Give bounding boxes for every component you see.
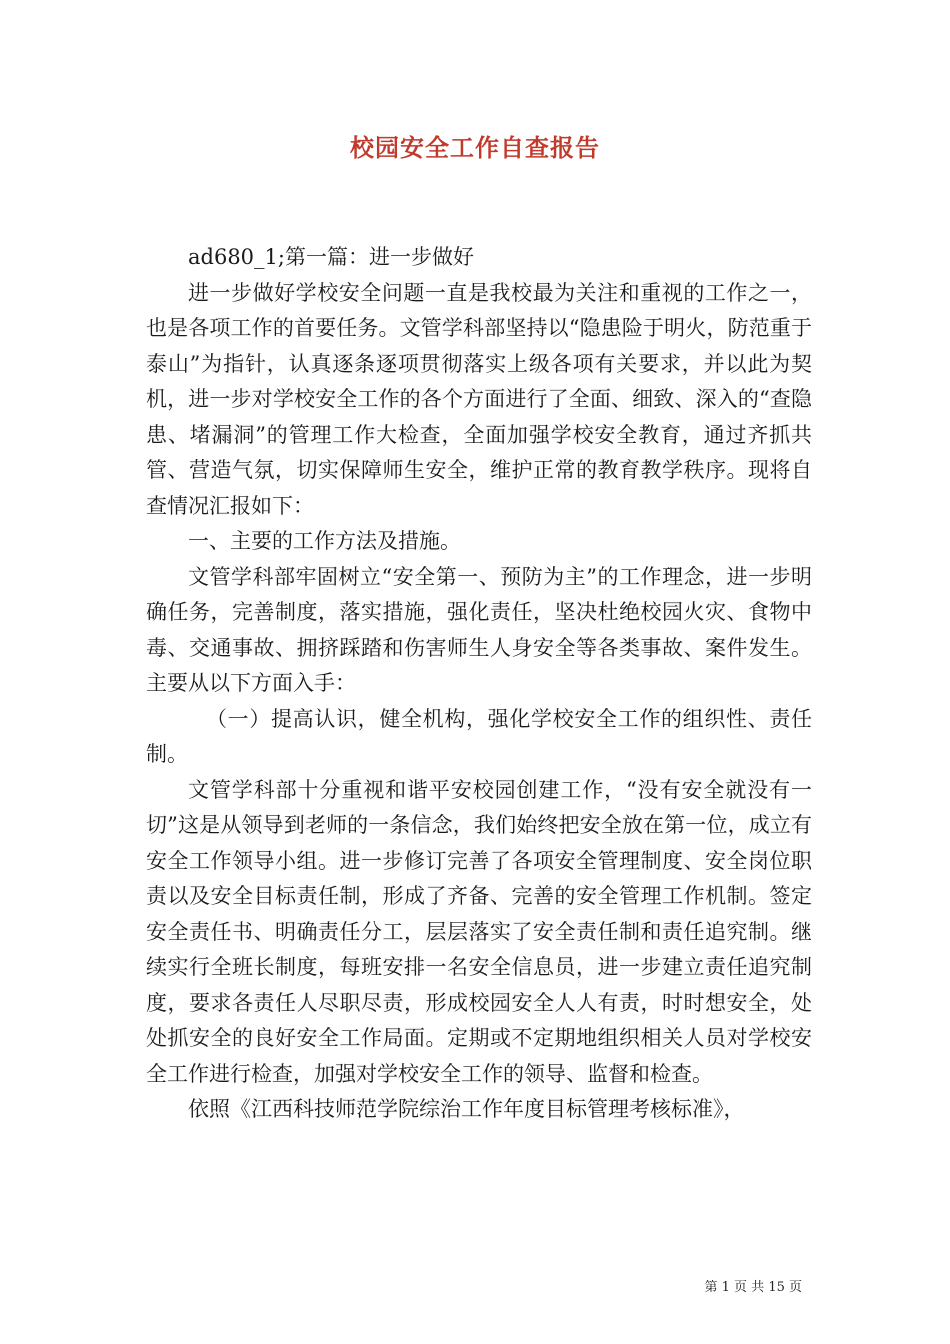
paragraph: 依照《江西科技师范学院综治工作年度目标管理考核标准》， [188, 1097, 745, 1121]
paragraph: 进一步做好学校安全问题一直是我校最为关注和重视的工作之一，也是各项工作的首要任务。文管学科部坚持以“隐患险于明火，防范重于泰山”为指针，认真逐条逐项贯彻落实上级各项有关要求，并以此为契机，进一步对学校安全工作的各个方面进行了全面、细致、深入的“查隐患、堵漏洞”的管理工作大检查，全面加强学校安全教育，通过齐抓共管、营造气氛，切实保障师生安全，维护正常的教育教学秩序。现将自查情况汇报如下： [146, 280, 812, 518]
paragraph: 文管学科部牢固树立“安全第一、预防为主”的工作理念，进一步明确任务，完善制度，落实措施，强化责任，坚决杜绝校园火灾、食物中毒、交通事故、拥挤踩踏和伤害师生人身安全等各类事故、案件发生。主要从以下方面入手： [146, 564, 812, 695]
subsection-heading: （一）提高认识，健全机构，强化学校安全工作的组织性、责任制。 [146, 706, 812, 766]
page-number: 第 1 页 共 15 页 [704, 1280, 802, 1295]
document-body [146, 240, 812, 1128]
document-title: 校园安全工作自查报告 [350, 133, 600, 162]
paragraph: 文管学科部十分重视和谐平安校园创建工作，“没有安全就没有一切”这是从领导到老师的一条信念，我们始终把安全放在第一位，成立有安全工作领导小组。进一步修订完善了各项安全管理制度、安全岗位职责以及安全目标责任制，形成了齐备、完善的安全管理工作机制。签定安全责任书、明确责任分工，层层落实了安全责任制和责任追究制。继续实行全班长制度，每班安排一名安全信息员，进一步建立责任追究制度，要求各责任人尽职尽责，形成校园安全人人有责，时时想安全，处处抓安全的良好安全工作局面。定期或不定期地组织相关人员对学校安全工作进行检查，加强对学校安全工作的领导、监督和检查。 [146, 777, 812, 1086]
section-heading: 一、主要的工作方法及措施。 [188, 529, 461, 553]
paragraph-intro-line: ad680_1;第一篇：进一步做好 [188, 245, 474, 269]
